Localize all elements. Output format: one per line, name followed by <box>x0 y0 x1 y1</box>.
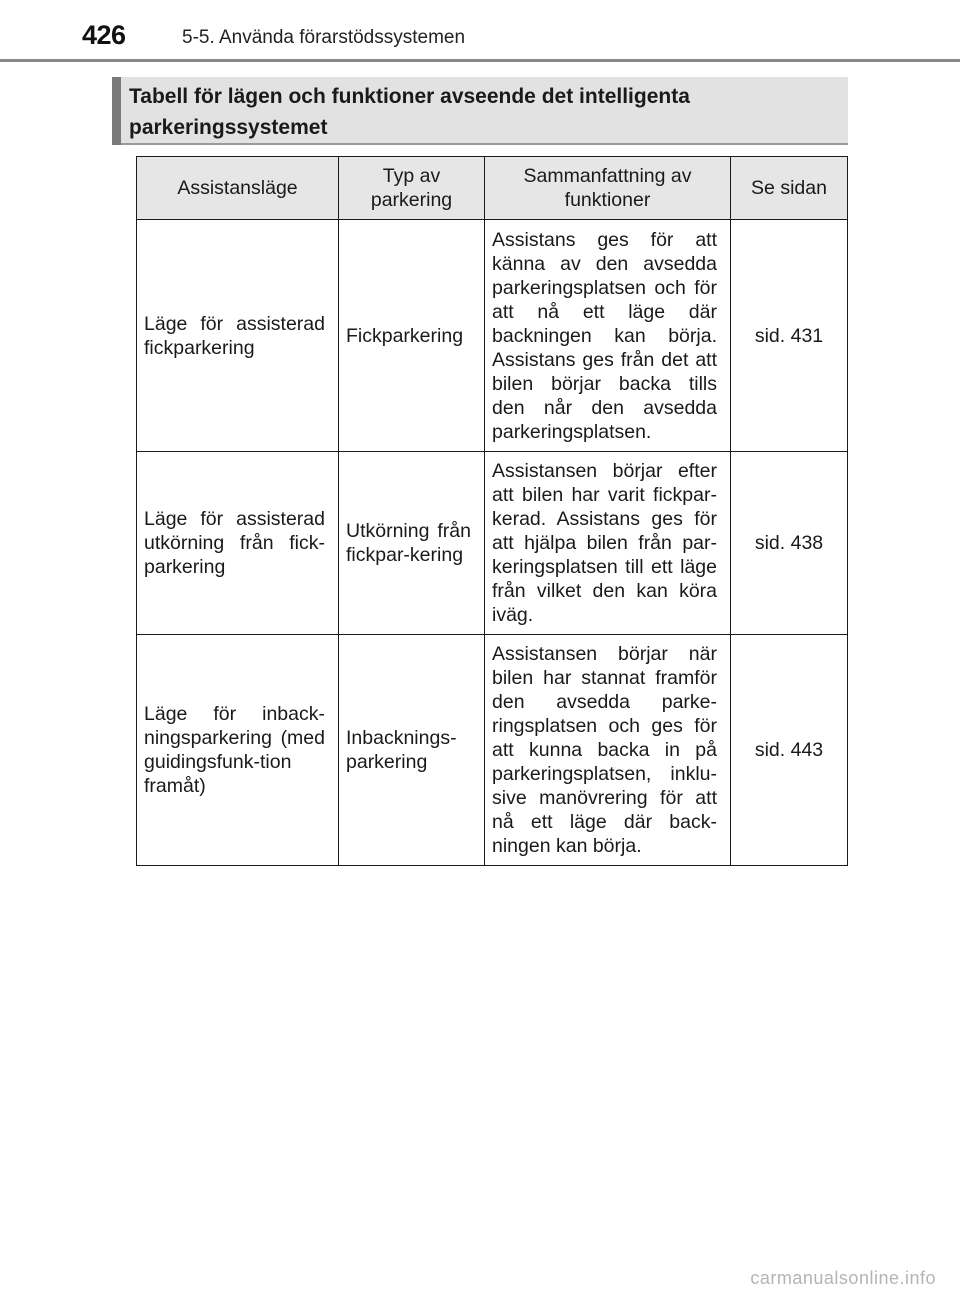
table-row <box>137 452 848 635</box>
table-row <box>137 635 848 866</box>
cell-mode: Läge för assisterad fickparkering <box>137 220 339 452</box>
cell-type: Inbacknings-parkering <box>339 635 485 866</box>
cell-page-ref: sid. 443 <box>731 635 848 866</box>
cell-page-ref: sid. 431 <box>731 220 848 452</box>
cell-summary: Assistans ges för att känna av den avsedda parkeringsplatsen och för att nå ett läge där backningen kan börja. Assistans ges från det att bilen börjar backa tills den når den avsedda parkeringsplatsen. <box>485 220 731 452</box>
cell-page-ref: sid. 438 <box>731 452 848 635</box>
header-divider <box>0 59 960 62</box>
table-title: Tabell för lägen och funktioner avseende det intelligenta parkeringssystemet <box>129 85 690 139</box>
section-title: 5-5. Använda förarstödssystemen <box>182 27 466 48</box>
page-header <box>0 0 960 62</box>
cell-summary: Assistansen börjar efter att bilen har varit fickpar-kerad. Assistans ges för att hjälpa bilen från par-keringsplatsen till ett läge från vilket den kan köra iväg. <box>485 452 731 635</box>
cell-mode: Läge för inback-ningsparkering (med guidingsfunk-tion framåt) <box>137 635 339 866</box>
table-header-row <box>137 157 848 220</box>
page-number: 426 <box>82 20 126 50</box>
column-header-summary: Sammanfattning av funktioner <box>485 157 731 220</box>
title-accent-bar <box>112 77 121 145</box>
table-title-box <box>112 77 848 145</box>
watermark: carmanualsonline.info <box>750 1268 936 1288</box>
column-header-mode: Assistansläge <box>137 157 339 220</box>
column-header-page: Se sidan <box>731 157 848 220</box>
column-header-type: Typ av parkering <box>339 157 485 220</box>
table-row <box>137 220 848 452</box>
cell-type: Utkörning från fickpar-kering <box>339 452 485 635</box>
cell-mode: Läge för assisterad utkörning från fick-parkering <box>137 452 339 635</box>
cell-type: Fickparkering <box>339 220 485 452</box>
cell-summary: Assistansen börjar när bilen har stannat framför den avsedda parke-ringsplatsen och ges för att kunna backa in på parkeringsplatsen, inklu-sive manövrering för att nå ett läge där back-ningen kan börja. <box>485 635 731 866</box>
function-table <box>136 156 848 866</box>
